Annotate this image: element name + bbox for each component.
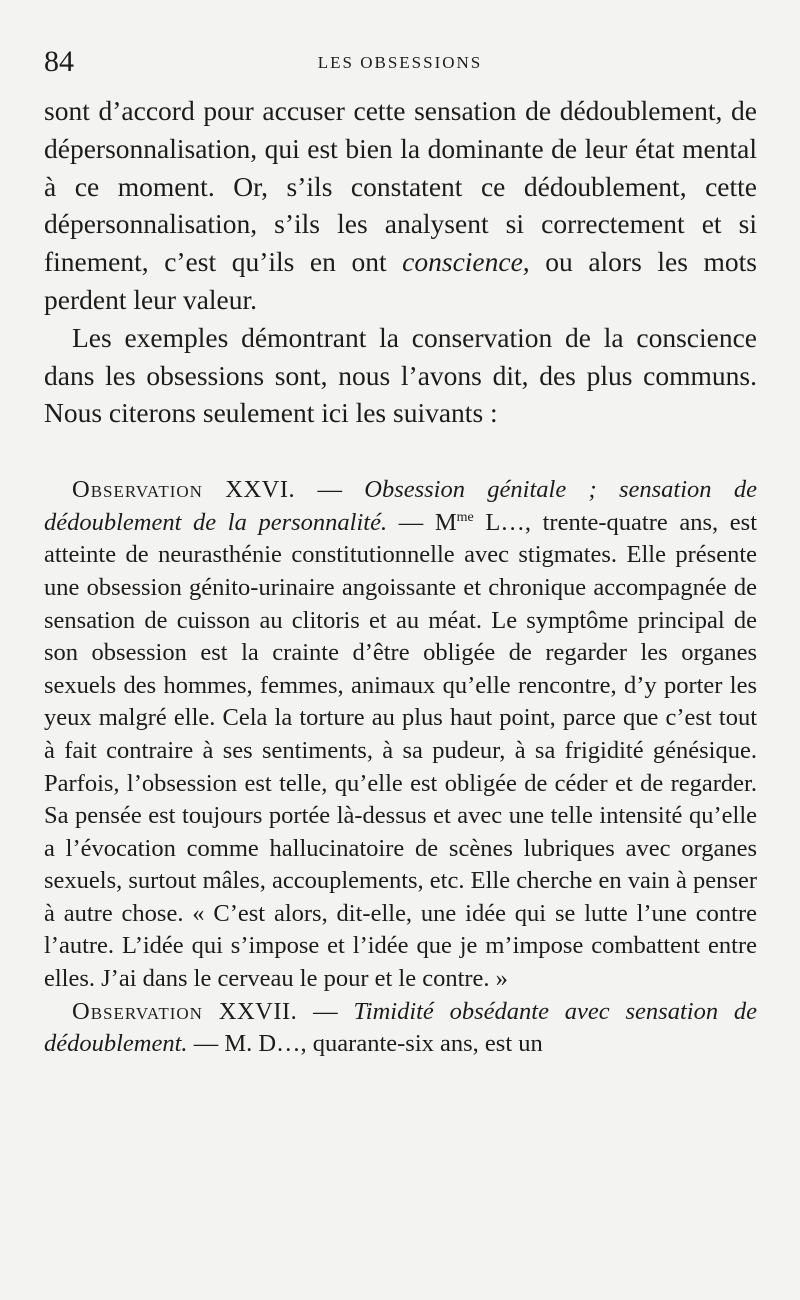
page-number: 84 — [44, 45, 74, 78]
page-header — [44, 44, 756, 84]
dash: — — [387, 508, 435, 536]
observation-title: Timidité obsédante avec sensation de dédoublement. — [44, 997, 758, 1058]
observation-label: Observation — [72, 476, 203, 504]
patient-name-superscript: me — [456, 509, 474, 525]
dash: — — [295, 476, 365, 504]
observation-number: XXVII. — [218, 997, 298, 1025]
dash: — — [297, 997, 354, 1025]
paragraph-text: sont d’accord pour accuser cette sensation de dédoublement, de dépersonnalisation, qui est bien la dominante de leur état mental à ce moment. Or, s’ils constatent ce dédoublement, cette dépersonnalisation, s’ils les analysent si correctement et si finement, c’est qu’ils en ont — [44, 95, 757, 278]
observation-label: Observation — [72, 997, 203, 1025]
body-text — [44, 92, 757, 1061]
observation-text: L…, trente-quatre ans, est atteinte de neurasthénie constitutionnelle avec stigmates. Elle présente une obsession génito-urinaire angoissante et chronique accompagnée de sensation de cuisson au clitoris et au méat. Le symptôme principal de son obsession est la crainte d’être obligée de regarder les organes sexuels des hommes, femmes, animaux qu’elle rencontre, d’y porter les yeux malgré elle. Cela la torture au plus haut point, parce que c’est tout à fait contraire à ses sentiments, à sa pudeur, à sa frigidité génésique. Parfois, l’obsession est telle, qu’elle est obligée de céder et de regarder. Sa pensée est toujours portée là-dessus et avec une telle intensité qu’elle a l’évocation comme hallucinatoire de scènes lubriques avec organes sexuels, surtout mâles, accouplements, etc. Elle cherche en vain à penser à autre chose. « C’est alors, dit-elle, une idée qui se lutte l’une contre l’autre. L’idée qui s’impose et l’idée que je m’impose combattent entre elles. J’ai dans le cerveau le pour et le contre. » — [44, 508, 757, 993]
paragraph-text: ou alors les mots perdent leur valeur. — [44, 246, 757, 315]
italic-word: conscience, — [402, 246, 530, 278]
observation-text: — M. D…, quarante-six ans, est un — [187, 1030, 543, 1058]
running-title: LES OBSESSIONS — [317, 53, 483, 72]
paragraph-examples: Les exemples démontrant la conservation de la conscience dans les obsessions sont, nous l’avons dit, des plus communs. Nous citerons seulement ici les suivants : — [44, 321, 757, 429]
observation-number: XXVI. — [225, 476, 296, 504]
patient-name: M — [434, 508, 457, 536]
observation-26 — [44, 474, 757, 996]
paragraph-continuation — [44, 92, 757, 319]
observation-27 — [44, 996, 757, 1061]
observation-title: Obsession génitale ; sensation de dédoublement de la personnalité. — [44, 476, 757, 536]
section-spacer — [44, 432, 757, 474]
